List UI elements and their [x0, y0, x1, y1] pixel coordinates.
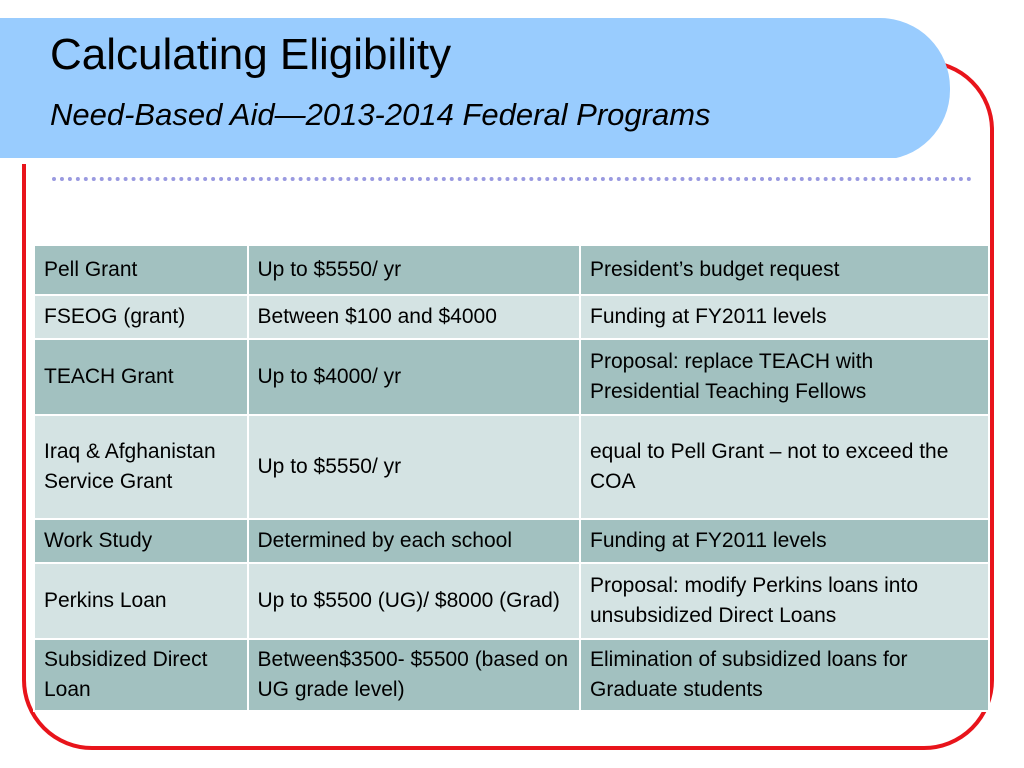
amount-cell: Up to $5500 (UG)/ $8000 (Grad): [248, 563, 580, 639]
table-row: [34, 339, 989, 415]
status-cell: equal to Pell Grant – not to exceed the COA: [580, 415, 989, 519]
slide-subtitle: Need-Based Aid—2013-2014 Federal Programs: [50, 97, 711, 132]
status-cell: President’s budget request: [580, 245, 989, 295]
table-row: [34, 519, 989, 563]
aid-programs-table: [33, 244, 990, 712]
program-cell: TEACH Grant: [34, 339, 248, 415]
amount-cell: Up to $4000/ yr: [248, 339, 580, 415]
table-row: [34, 563, 989, 639]
table-row: [34, 295, 989, 339]
amount-cell: Up to $5550/ yr: [248, 415, 580, 519]
status-cell: Proposal: modify Perkins loans into unsubsidized Direct Loans: [580, 563, 989, 639]
status-cell: Elimination of subsidized loans for Graduate students: [580, 639, 989, 711]
banner-divider: [0, 158, 950, 164]
program-cell: Pell Grant: [34, 245, 248, 295]
program-cell: Work Study: [34, 519, 248, 563]
amount-cell: Determined by each school: [248, 519, 580, 563]
table-row: [34, 415, 989, 519]
program-cell: Subsidized Direct Loan: [34, 639, 248, 711]
status-cell: Funding at FY2011 levels: [580, 519, 989, 563]
program-cell: Iraq & Afghanistan Service Grant: [34, 415, 248, 519]
amount-cell: Between$3500- $5500 (based on UG grade level): [248, 639, 580, 711]
program-cell: FSEOG (grant): [34, 295, 248, 339]
status-cell: Proposal: replace TEACH with Presidential Teaching Fellows: [580, 339, 989, 415]
table-row: [34, 639, 989, 711]
amount-cell: Up to $5550/ yr: [248, 245, 580, 295]
dotted-divider: [52, 177, 972, 181]
program-cell: Perkins Loan: [34, 563, 248, 639]
table-row: [34, 245, 989, 295]
status-cell: Funding at FY2011 levels: [580, 295, 989, 339]
amount-cell: Between $100 and $4000: [248, 295, 580, 339]
slide-title: Calculating Eligibility: [50, 30, 452, 79]
